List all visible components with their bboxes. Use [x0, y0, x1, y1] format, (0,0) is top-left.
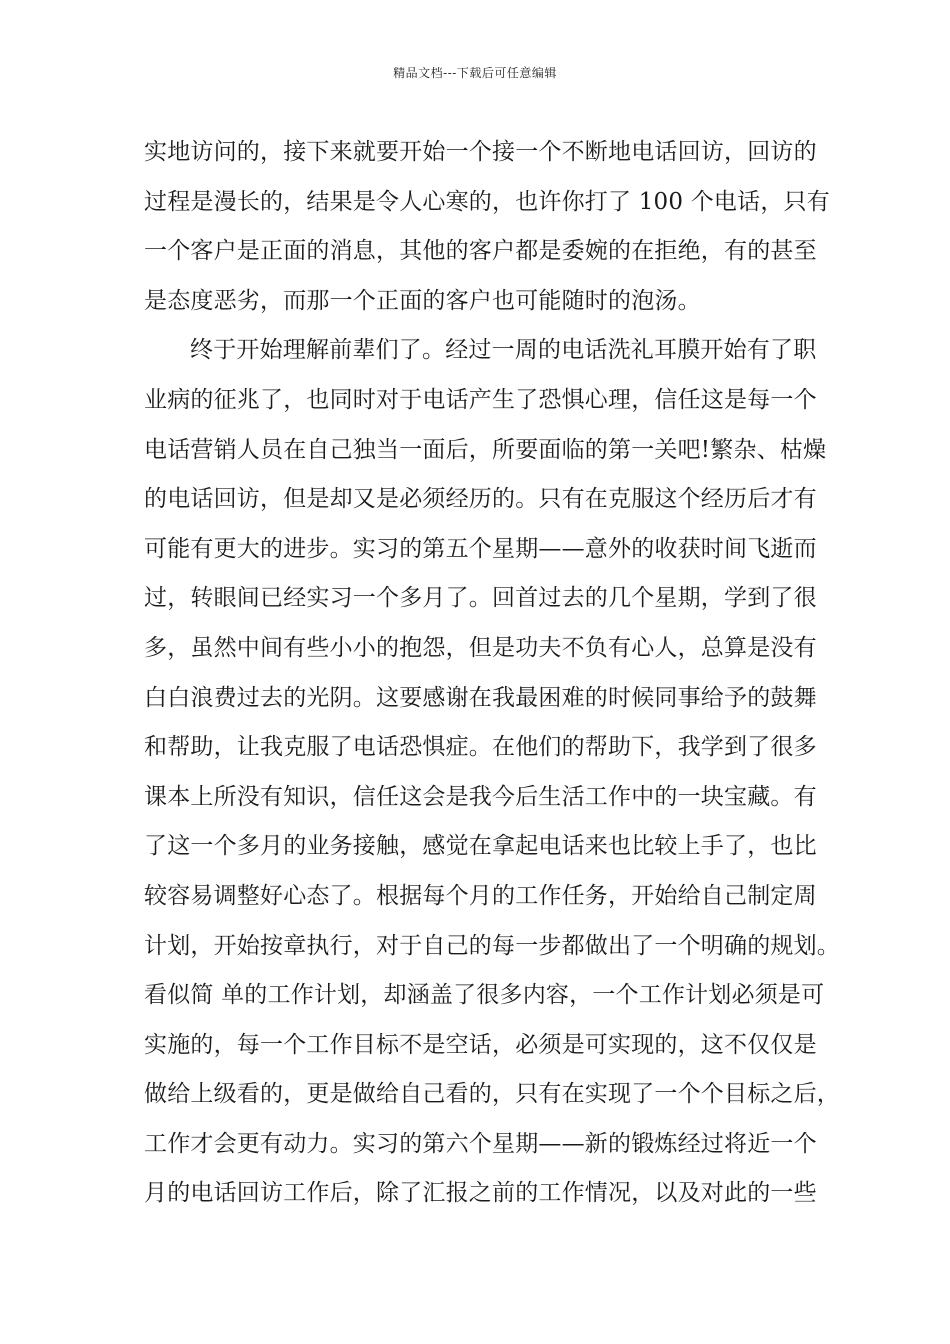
text-line: 是态度恶劣，而那一个正面的客户也可能随时的泡汤。 [144, 287, 701, 314]
text-line: 较容易调整好心态了。根据每个月的工作任务，开始给自己制定周 [144, 882, 817, 909]
text-line: 月的电话回访工作后，除了汇报之前的工作情况，以及对此的一些 [144, 1180, 817, 1207]
text-line: 和帮助，让我克服了电话恐惧症。在他们的帮助下，我学到了很多 [144, 734, 817, 761]
text-line: 的电话回访，但是却又是必须经历的。只有在克服这个经历后才有 [144, 486, 817, 513]
body-text [144, 132, 840, 1223]
text-line: 工作才会更有动力。实习的第六个星期——新的锻炼经过将近一个 [144, 1130, 817, 1157]
text-line: 过，转眼间已经实习一个多月了。回首过去的几个星期，学到了很 [144, 585, 817, 612]
text-line: 多，虽然中间有些小小的抱怨，但是功夫不负有心人，总算是没有 [144, 634, 817, 661]
text-line: 可能有更大的进步。实习的第五个星期——意外的收获时间飞逝而 [144, 535, 817, 562]
text-line: 过程是漫长的，结果是令人心寒的，也许你打了 100 个电话，只有 [144, 188, 830, 215]
text-line: 实地访问的，接下来就要开始一个接一个不断地电话回访，回访的 [144, 139, 817, 165]
text-line: 课本上所没有知识，信任这会是我今后生活工作中的一块宝藏。有 [144, 783, 817, 810]
text-line: 实施的，每一个工作目标不是空话，必须是可实现的，这不仅仅是 [144, 1031, 817, 1058]
text-line: 做给上级看的，更是做给自己看的，只有在实现了一个个目标之后， [144, 1081, 840, 1108]
text-line: 计划，开始按章执行，对于自己的每一步都做出了一个明确的规划。 [144, 932, 840, 959]
text-line: 看似简 单的工作计划，却涵盖了很多内容，一个工作计划必须是可 [144, 982, 825, 1009]
paragraph-first-line: 终于开始理解前辈们了。经过一周的电话洗礼耳膜开始有了职 [190, 337, 817, 364]
text-line: 业病的征兆了，也同时对于电话产生了恐惧心理，信任这是每一个 [144, 386, 817, 413]
text-line: 白白浪费过去的光阴。这要感谢在我最困难的时候同事给予的鼓舞 [144, 684, 817, 711]
text-line: 一个客户是正面的消息，其他的客户都是委婉的在拒绝，有的甚至 [144, 238, 817, 265]
page-header: 精品文档---下载后可任意编辑 [393, 66, 557, 80]
text-line: 电话营销人员在自己独当一面后，所要面临的第一关吧!繁杂、枯燥 [144, 436, 827, 463]
text-line: 了这一个多月的业务接触，感觉在拿起电话来也比较上手了，也比 [144, 833, 817, 860]
